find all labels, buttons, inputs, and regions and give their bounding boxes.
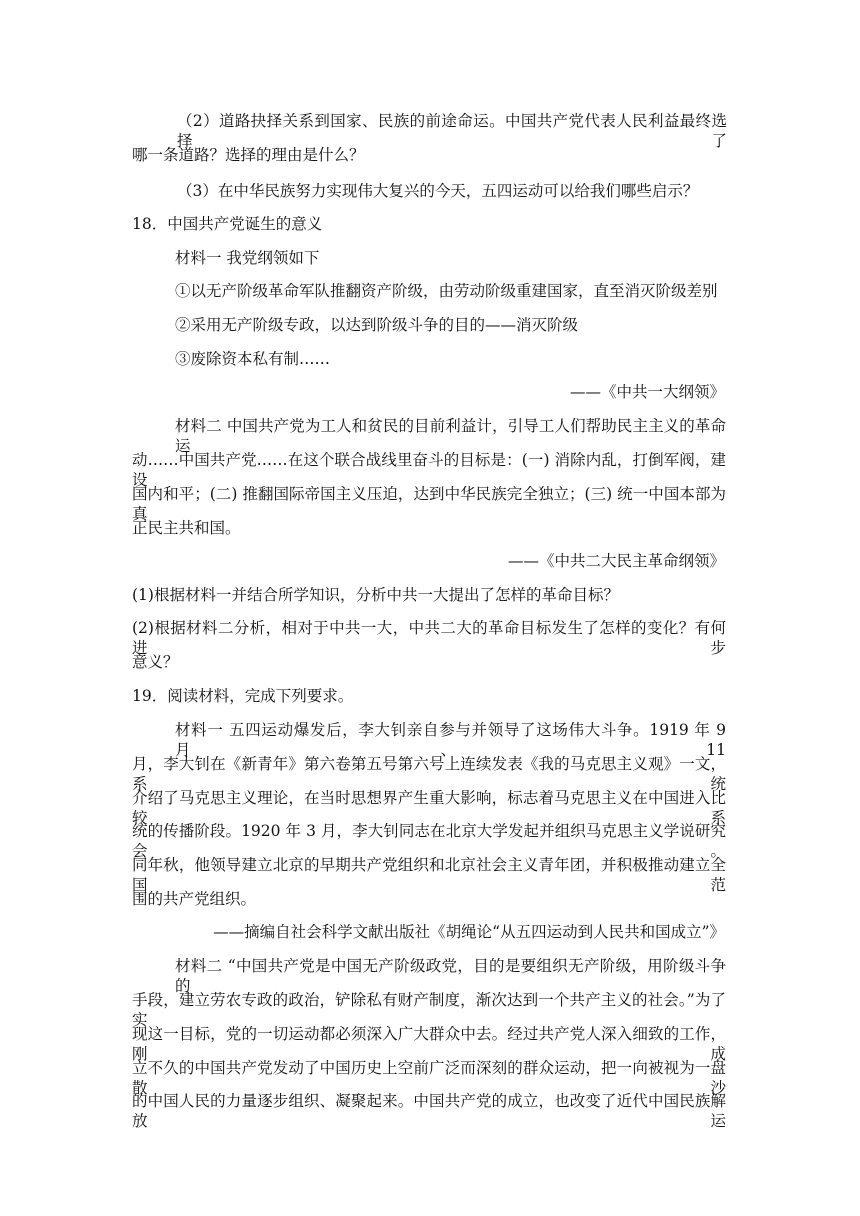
q19-material1-line6: 围的共产党组织。 — [132, 890, 257, 908]
q18-material1-item1: ①以无产阶级革命军队推翻资产阶级，由劳动阶级重建国家，直至消灭阶级差别 — [175, 282, 718, 300]
q18-material2-line2: 动……中国共产党……在这个联合战线里奋斗的目标是：(一) 消除内乱，打倒军阀，建设 — [132, 451, 726, 489]
q18-material1-source: ——《中共一大纲领》 — [569, 383, 725, 401]
q17-sub3: （3）在中华民族努力实现伟大复兴的今天，五四运动可以给我们哪些启示？ — [177, 182, 699, 200]
q19-material1-line2: 月，李大钊在《新青年》第六卷第五号第六号上连续发表《我的马克思主义观》一文，系统 — [132, 755, 726, 793]
q18-material2-line4: 正民主共和国。 — [132, 519, 241, 537]
q19-material1-line4: 统的传播阶段。1920 年 3 月，李大钊同志在北京大学发起并组织马克思主义学说研究会。 — [132, 822, 726, 860]
q19-material1-line3: 介绍了马克思主义理论，在当时思想界产生重大影响，标志着马克思主义在中国进入比较系 — [132, 789, 726, 827]
q18-question2-line1: (2)根据材料二分析，相对于中共一大，中共二大的革命目标发生了怎样的变化？有何进步 — [132, 619, 726, 657]
q18-question2-line2: 意义？ — [132, 653, 179, 671]
q19-material1-source: ——摘编自社会科学文献出版社《胡绳论“从五四运动到人民共和国成立”》 — [213, 923, 725, 941]
q17-sub2-line2: 哪一条道路？选择的理由是什么？ — [132, 146, 365, 164]
q19-material2-line4: 立不久的中国共产党发动了中国历史上空前广泛而深刻的群众运动，把一向被视为一盘散沙 — [132, 1059, 726, 1097]
q19-material1-line1: 材料一 五四运动爆发后，李大钊亲自参与并领导了这场伟大斗争。1919 年 9 月、11 — [175, 721, 726, 759]
q19-material2-line5: 的中国人民的力量逐步组织、凝聚起来。中国共产党的成立，也改变了近代中国民族解放运 — [132, 1092, 726, 1130]
q18-material2-line3: 国内和平；(二) 推翻国际帝国主义压迫，达到中华民族完全独立；(三) 统一中国本部为真 — [132, 485, 726, 523]
q18-title: 18．中国共产党诞生的意义 — [132, 215, 323, 233]
q18-question1: (1)根据材料一并结合所学知识，分析中共一大提出了怎样的革命目标？ — [132, 586, 619, 604]
q18-material2-source: ——《中共二大民主革命纲领》 — [507, 552, 725, 570]
q19-material2-line2: 手段，建立劳农专政的政治，铲除私有财产制度，渐次达到一个共产主义的社会。”为了实 — [132, 991, 726, 1029]
q19-material2-line3: 现这一目标，党的一切运动都必须深入广大群众中去。经过共产党人深入细致的工作，刚成 — [132, 1025, 726, 1063]
q17-sub2-line1: （2）道路抉择关系到国家、民族的前途命运。中国共产党代表人民利益最终选择了 — [177, 112, 727, 150]
q18-material1-heading: 材料一 我党纲领如下 — [175, 249, 320, 267]
q19-title: 19．阅读材料，完成下列要求。 — [132, 687, 354, 705]
q19-material1-line5: 同年秋，他领导建立北京的早期共产党组织和北京社会主义青年团，并积极推动建立全国范 — [132, 856, 726, 894]
q18-material1-item2: ②采用无产阶级专政，以达到阶级斗争的目的——消灭阶级 — [175, 316, 579, 334]
q18-material2-line1: 材料二 中国共产党为工人和贫民的目前利益计，引导工人们帮助民主主义的革命运 — [175, 417, 726, 455]
q18-material1-item3: ③废除资本私有制…… — [175, 350, 331, 368]
q19-material2-line1: 材料二 “中国共产党是中国无产阶级政党，目的是要组织无产阶级，用阶级斗争的 — [175, 957, 726, 995]
